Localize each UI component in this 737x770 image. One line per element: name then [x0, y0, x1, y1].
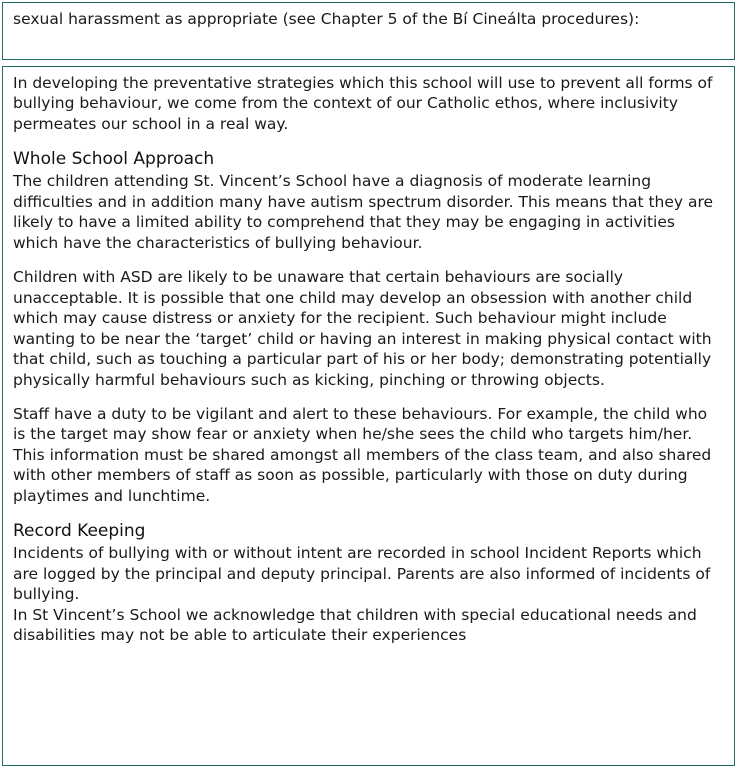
- intro-paragraph: In developing the preventative strategies which this school will use to prevent all forms of bullying behaviour, we come from the context of our Catholic ethos, where inclusivity permeates our school in a real way.: [13, 74, 713, 133]
- whole-school-paragraph-3: Staff have a duty to be vigilant and alert to these behaviours. For example, the child who is the target may show fear or anxiety when he/she sees the child who targets him/her. This information must be shared amongst all members of the class team, and also shared with other members of staff as soon as possible, particularly with those on duty during playtimes and lunchtime.: [13, 404, 712, 505]
- whole-school-paragraph-1: The children attending St. Vincent’s School have a diagnosis of moderate learning difficulties and in addition many have autism spectrum disorder. This means that they are likely to have a limited ability to comprehend that they may be engaging in activities which have the characteristics of bullying behaviour.: [13, 172, 714, 252]
- document-cell-body: [2, 66, 735, 766]
- section-heading-whole-school-approach: Whole School Approach: [13, 149, 215, 170]
- record-keeping-paragraph-1: Incidents of bullying with or without intent are recorded in school Incident Reports which are logged by the principal and deputy principal. Parents are also informed of incidents of bullying.: [13, 544, 711, 604]
- header-paragraph: sexual harassment as appropriate (see Chapter 5 of the Bí Cineálta procedures):: [13, 10, 640, 28]
- section-heading-record-keeping: Record Keeping: [13, 521, 146, 542]
- document-cell-header: [2, 2, 735, 60]
- whole-school-paragraph-2: Children with ASD are likely to be unaware that certain behaviours are socially unacceptable. It is possible that one child may develop an obsession with another child which may cause distress or anxiety for the recipient. Such behaviour might include wanting to be near the ‘target’ child or having an interest in making physical contact with that child, such as touching a particular part of his or her body; demonstrating potentially physically harmful behaviours such as kicking, pinching or throwing objects.: [13, 268, 712, 389]
- record-keeping-paragraph-2: In St Vincent’s School we acknowledge that children with special educational needs and disabilities may not be able to articulate their experiences: [13, 605, 697, 645]
